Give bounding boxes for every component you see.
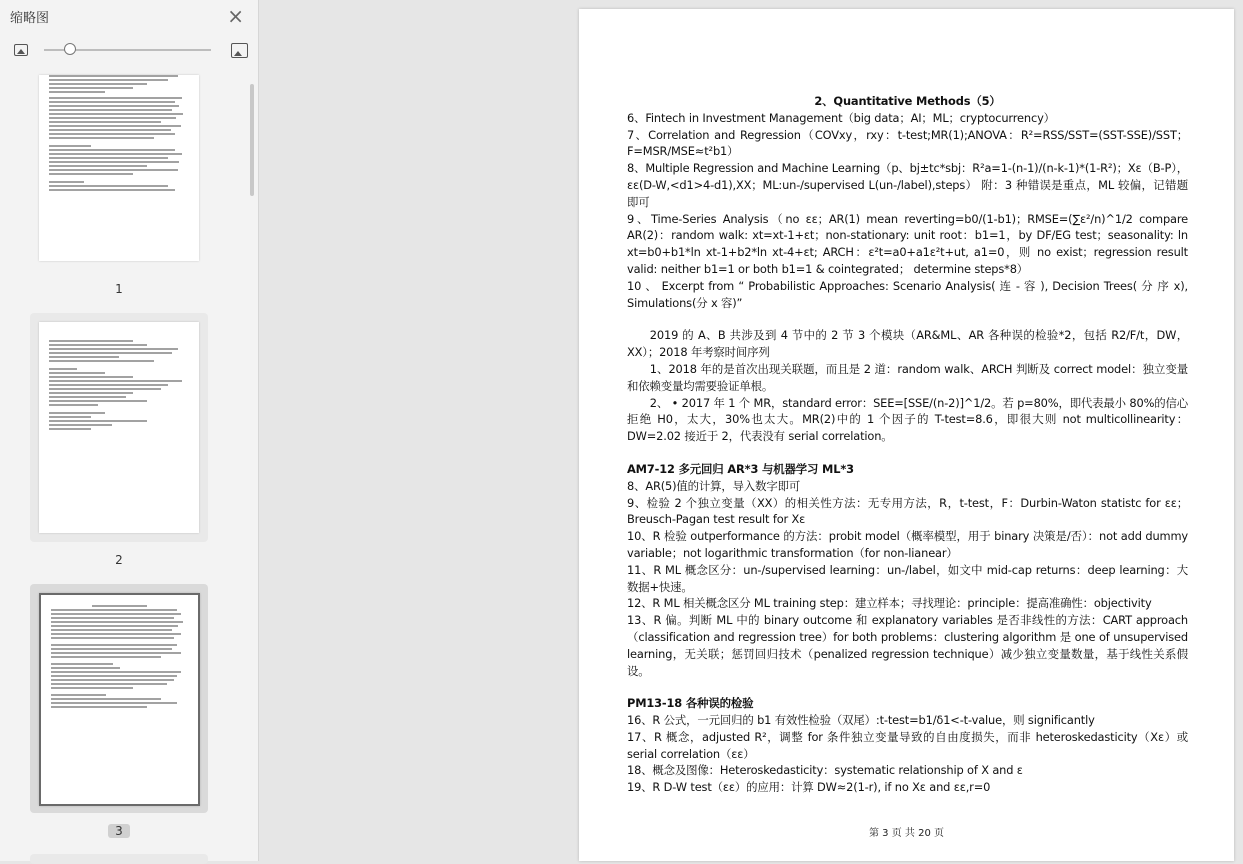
paragraph: 2019 的 A、B 共涉及到 4 节中的 2 节 3 个模块（AR&ML、AR 各种误的检验*2，包括 R2/F/t，DW，XX）；2018 年考察时间序列: [627, 328, 1188, 360]
thumbnail-zoom-toolbar: [0, 32, 258, 68]
paragraph: 8、AR(5)值的计算，导入数字即可: [627, 478, 801, 493]
paragraph: 2、 • 2017 年 1 个 MR，standard error：SEE=[SSE/(n-2)]^1/2。若 p=80%，即代表最小 80%的信心拒绝 H0，太大，30%也太大。MR(2)中的 1 个因子的 T-test=8.6，即很大则 not multicollinearity：DW=2.02 接近于 2，代表没有 serial correlation。: [627, 395, 1188, 444]
thumbnail-page-number-current: 3: [108, 824, 130, 838]
subsection-heading: AM7-12 多元回归 AR*3 与机器学习 ML*3: [627, 461, 854, 476]
sidebar-scrollbar[interactable]: [250, 84, 254, 196]
paragraph: 11、R ML 概念区分：un-/supervised learning：un-/label，如文中 mid-cap returns：deep learning：大数据+快速。: [627, 562, 1188, 594]
document-page: [579, 9, 1234, 861]
subsection-heading: PM13-18 各种误的检验: [627, 696, 754, 711]
document-body: [627, 93, 1188, 796]
small-image-icon[interactable]: [14, 44, 28, 56]
paragraph: 9、Time-Series Analysis（no εε；AR(1) mean reverting=b0/(1-b1)；RMSE=(∑ε²/n)^1/2 compare AR(2)：random walk: xt=xt-1+εt；non-stationary: unit root：b1=1，by DF/EG test；seasonality: ln xt=b0+b1*ln xt-1+b2*ln xt-4+εt; ARCH：ε²t=a0+a1ε²t+ut, a1=0，则 no exist；regression result valid: neither b1=1 or both b1=1 & cointegrated； determine steps*8）: [627, 211, 1188, 276]
thumbnail-page-image: [39, 322, 199, 533]
paragraph: 18、概念及图像：Heteroskedasticity：systematic relationship of X and ε: [627, 763, 1023, 778]
thumbnail-page-3[interactable]: [30, 584, 208, 813]
paragraph: 17、R 概念，adjusted R²，调整 for 条件独立变量导致的自由度损失，而非 heteroskedasticity（Xε）或 serial correlation（εε）: [627, 729, 1188, 761]
thumbnail-page-2[interactable]: [30, 313, 208, 542]
page-footer: 第 3 页 共 20 页: [869, 828, 944, 839]
paragraph: 10 、 Excerpt from “ Probabilistic Approaches: Scenario Analysis( 连 - 容 ), Decision Trees( 分 序 x), Simulations(分 x 容)”: [627, 278, 1188, 310]
thumbnail-sidebar: [0, 0, 259, 861]
sidebar-title: 缩略图: [10, 10, 50, 26]
thumbnail-size-slider[interactable]: [44, 42, 211, 58]
paragraph: 8、Multiple Regression and Machine Learning（p、bj±tc*sbj：R²a=1-(n-1)/(n-k-1)*(1-R²)；Xε（B-P），εε(D-W,<d1>4-d1),XX；ML:un-/supervised L(un-/label),steps） 附：3 种错误是重点，ML 较偏，记错题即可: [627, 161, 1188, 209]
paragraph: 9、检验 2 个独立变量（XX）的相关性方法：无专用方法，R，t-test，F：Durbin-Waton statistc for εε；Breusch-Pagan test result for Xε: [627, 495, 1188, 527]
paragraph: 7、Correlation and Regression（COVxy，rxy：t-test;MR(1);ANOVA：R²=RSS/SST=(SST-SSE)/SST；F=MSR/MSE≈t²b1）: [627, 127, 1188, 159]
paragraph: 12、R ML 相关概念区分 ML training step：建立样本；寻找理论：principle：提高准确性：objectivity: [627, 596, 1152, 611]
paragraph: 13、R 偏。判断 ML 中的 binary outcome 和 explanatory variables 是否非线性的方法：CART approach（classification and regression tree）for both problems：clustering algorithm 是 one of unsupervised learning，无关联；惩罚回归技术（penalized regression technique）减少独立变量数量，基于线性关系假设。: [627, 613, 1188, 678]
sidebar-header: [0, 0, 258, 32]
large-image-icon[interactable]: [231, 43, 248, 58]
close-icon[interactable]: ×: [227, 4, 244, 28]
thumbnail-page-4[interactable]: [30, 854, 208, 864]
paragraph: 16、R 公式，一元回归的 b1 有效性检验（双尾）:t-test=b1/δ1<-t-value，则 significantly: [627, 713, 1095, 728]
thumbnail-page-image: [39, 593, 200, 806]
paragraph: 1、2018 年的是首次出现关联题，而且是 2 道：random walk、ARCH 判断及 correct model：独立变量和依赖变量均需要验证单根。: [627, 361, 1188, 393]
thumbnail-page-image: [39, 75, 199, 261]
thumbnail-page-1[interactable]: [30, 73, 208, 271]
paragraph: 6、Fintech in Investment Management（big data；AI；ML；cryptocurrency）: [627, 110, 1055, 125]
thumbnail-page-number: 2: [115, 553, 123, 567]
paragraph: 10、R 检验 outperformance 的方法：probit model（概率模型，用于 binary 决策是/否）：not add dummy variable；not logarithmic transformation（for non-lianear）: [627, 529, 1188, 560]
thumbnail-page-number: 1: [115, 282, 123, 296]
paragraph: 19、R D-W test（εε）的应用：计算 DW≈2(1-r), if no Xε and εε,r=0: [627, 780, 991, 795]
section-title: 2、Quantitative Methods（5）: [814, 94, 1001, 108]
slider-handle[interactable]: [64, 43, 76, 55]
